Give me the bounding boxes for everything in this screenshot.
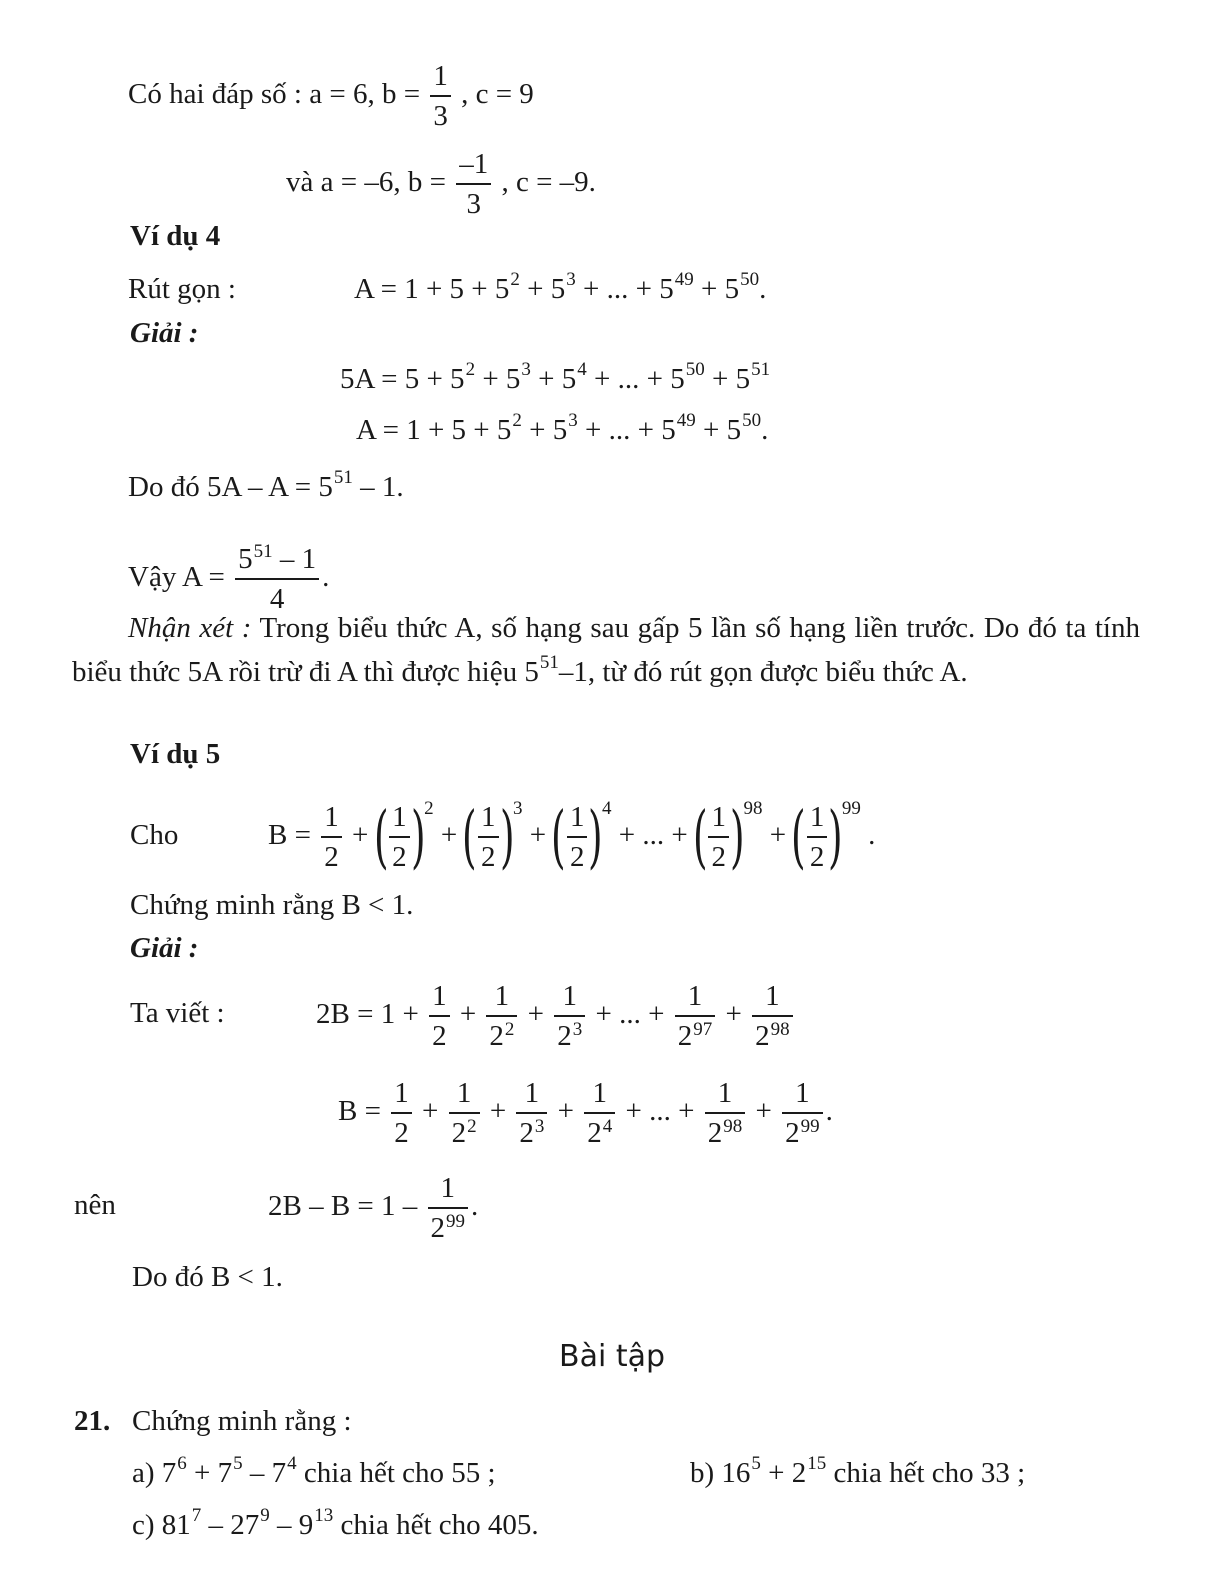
nen-label: nên: [74, 1189, 116, 1221]
remark-paragraph: Nhận xét : Trong biểu thức A, số hạng sau gấp 5 lần số hạng liền trước. Do đó ta tính biểu thức 5A rồi trừ đi A thì được hiệu $5^{51}-1$, từ đó rút gọn được biểu thức A.: [72, 612, 1140, 688]
difference-line: Do đó $5A - A = 5^{51} - 1$.: [128, 467, 404, 503]
example-5-title: Ví dụ 5: [130, 738, 221, 770]
equation-2b-minus-b: 2B – B = 1 – $\frac{1}{2^{99}}$ .: [268, 1171, 479, 1244]
solution-label: Giải :: [130, 317, 199, 349]
answer-line-1: Có hai đáp số : a = 6, b = $\frac{1}{3}$ , c = 9: [128, 60, 534, 132]
b-definition: B = $\frac{1}{2}$ + ( $\frac{1}{2}$ )$^2$ + ( $\frac{1}{2}$ )$^3$ + ( $\frac{1}{2}$ )$^4$ + ... + ( $\frac{1}{2}$ )$^{98}$ + ( $\frac{1}{2}$ )$^{99}$ .: [268, 797, 876, 877]
prove-statement: Chứng minh rằng B < 1.: [130, 889, 414, 921]
exercise-part-a: a) $7^6 + 7^5 - 7^4$ chia hết cho 55 ;: [132, 1453, 496, 1489]
exercise-part-c: c) $81^7 - 27^9 - 9^{13}$ chia hết cho 405.: [132, 1505, 539, 1541]
exercise-prompt: Chứng minh rằng :: [132, 1405, 352, 1437]
equation-a: $A = 1 + 5 + 5^2 + 5^3$ + ... + $5^{49} + 5^{50}$.: [356, 410, 769, 446]
conclusion-b: Do đó B < 1.: [132, 1261, 283, 1293]
result-line: Vậy A = $\frac{5^{51} - 1}{4}$ .: [128, 541, 330, 615]
equation-2b: 2B = 1 + $\frac{1}{2}$ + $\frac{1}{2^2}$ + $\frac{1}{2^3}$ + ... + $\frac{1}{2^{97}}$ + $\frac{1}{2^{98}}$: [316, 976, 796, 1052]
example-4-title: Ví dụ 4: [130, 220, 221, 252]
fraction-b: $\frac{1}{3}$: [430, 62, 451, 131]
equation-5a: $5A = 5 + 5^2 + 5^3 + 5^4$ + ... + $5^{50} + 5^{51}$: [340, 359, 771, 395]
cho-label: Cho: [130, 819, 179, 851]
exercise-number: 21.: [74, 1405, 111, 1437]
exercise-part-b: b) $16^5 + 2^{15}$ chia hết cho 33 ;: [690, 1453, 1026, 1489]
answer-line-2: và a = –6, b = $\frac{-1}{3}$ , c = –9.: [286, 148, 596, 220]
example-4-task-label: Rút gọn :: [128, 273, 236, 305]
result-fraction: $\frac{5^{51} - 1}{4}$: [235, 545, 319, 614]
equation-b: B = $\frac{1}{2}$ + $\frac{1}{2^2}$ + $\frac{1}{2^3}$ + $\frac{1}{2^4}$ + ... + $\frac{1}{2^{98}}$ + $\frac{1}{2^{99}}$ .: [338, 1076, 833, 1149]
exercises-heading: Bài tập: [558, 1339, 666, 1374]
ta-viet-label: Ta viết :: [130, 997, 225, 1029]
fraction-b: $\frac{-1}{3}$: [456, 150, 491, 219]
solution-label-2: Giải :: [130, 932, 199, 964]
example-4-expression: $A = 1 + 5 + 5^2 + 5^3$ + ... + $5^{49} + 5^{50}$.: [354, 269, 767, 305]
answer-1-text: Có hai đáp số : a = 6, b =: [128, 78, 421, 111]
